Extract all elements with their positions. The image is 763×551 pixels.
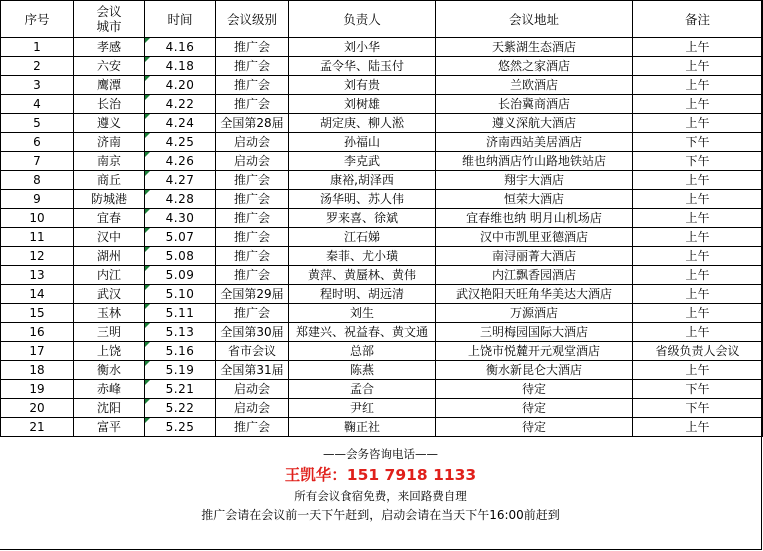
- cell-remark: 省级负责人会议: [633, 342, 763, 361]
- cell-remark: 上午: [633, 95, 763, 114]
- footer: [0, 437, 761, 528]
- cell-no: 1: [1, 38, 74, 57]
- cell-remark: 下午: [633, 380, 763, 399]
- cell-level: 全国第30届: [216, 323, 289, 342]
- cell-level: 启动会: [216, 133, 289, 152]
- cell-address: 上饶市悦麓开元观堂酒店: [436, 342, 633, 361]
- cell-time: 4.26: [145, 152, 216, 171]
- cell-level: 全国第31届: [216, 361, 289, 380]
- cell-remark: 上午: [633, 76, 763, 95]
- cell-remark: 上午: [633, 323, 763, 342]
- table-row: [1, 418, 763, 437]
- table-row: [1, 133, 763, 152]
- cell-city: 商丘: [74, 171, 145, 190]
- cell-city: 富平: [74, 418, 145, 437]
- cell-city: 赤峰: [74, 380, 145, 399]
- cell-remark: 下午: [633, 152, 763, 171]
- cell-person: 李克武: [289, 152, 436, 171]
- cell-no: 14: [1, 285, 74, 304]
- cell-no: 2: [1, 57, 74, 76]
- cell-person: 尹红: [289, 399, 436, 418]
- cell-level: 推广会: [216, 266, 289, 285]
- cell-person: 孟合: [289, 380, 436, 399]
- table-row: [1, 304, 763, 323]
- table-row: [1, 152, 763, 171]
- cell-person: 孙福山: [289, 133, 436, 152]
- cell-time: 5.07: [145, 228, 216, 247]
- cell-address: 待定: [436, 380, 633, 399]
- cell-city: 南京: [74, 152, 145, 171]
- cell-remark: 上午: [633, 38, 763, 57]
- cell-level: 推广会: [216, 247, 289, 266]
- cell-address: 维也纳酒店竹山路地铁站店: [436, 152, 633, 171]
- cell-remark: 上午: [633, 228, 763, 247]
- cell-city: 防城港: [74, 190, 145, 209]
- cell-no: 5: [1, 114, 74, 133]
- cell-no: 11: [1, 228, 74, 247]
- header-time: 时间: [145, 1, 216, 38]
- cell-address: 三明梅园国际大酒店: [436, 323, 633, 342]
- header-address: 会议地址: [436, 1, 633, 38]
- table-row: [1, 57, 763, 76]
- cell-address: 翔宇大酒店: [436, 171, 633, 190]
- cell-person: 总部: [289, 342, 436, 361]
- cell-address: 内江飘香园酒店: [436, 266, 633, 285]
- cell-person: 江石娣: [289, 228, 436, 247]
- cell-address: 宜春维也纳 明月山机场店: [436, 209, 633, 228]
- cell-city: 遵义: [74, 114, 145, 133]
- table-row: [1, 285, 763, 304]
- cell-person: 刘生: [289, 304, 436, 323]
- cell-no: 10: [1, 209, 74, 228]
- cell-city: 宜春: [74, 209, 145, 228]
- table-row: [1, 266, 763, 285]
- table-row: [1, 342, 763, 361]
- cell-address: 遵义深航大酒店: [436, 114, 633, 133]
- cell-person: 郑建兴、祝益春、黄文通: [289, 323, 436, 342]
- table-row: [1, 380, 763, 399]
- cell-level: 推广会: [216, 304, 289, 323]
- table-row: [1, 38, 763, 57]
- cell-address: 兰欧酒店: [436, 76, 633, 95]
- cell-remark: 上午: [633, 209, 763, 228]
- cell-time: 5.09: [145, 266, 216, 285]
- cell-no: 6: [1, 133, 74, 152]
- cell-remark: 上午: [633, 418, 763, 437]
- cell-person: 鞠正社: [289, 418, 436, 437]
- cell-remark: 上午: [633, 114, 763, 133]
- cell-remark: 上午: [633, 361, 763, 380]
- cell-time: 4.22: [145, 95, 216, 114]
- cell-time: 5.08: [145, 247, 216, 266]
- meal-note: 所有会议食宿免费，来回路费自理: [294, 489, 467, 503]
- cell-time: 5.13: [145, 323, 216, 342]
- cell-level: 全国第28届: [216, 114, 289, 133]
- cell-city: 武汉: [74, 285, 145, 304]
- cell-no: 3: [1, 76, 74, 95]
- cell-time: 5.19: [145, 361, 216, 380]
- cell-remark: 下午: [633, 399, 763, 418]
- cell-no: 12: [1, 247, 74, 266]
- cell-no: 13: [1, 266, 74, 285]
- cell-level: 推广会: [216, 76, 289, 95]
- cell-address: 万源酒店: [436, 304, 633, 323]
- cell-person: 康裕,胡泽西: [289, 171, 436, 190]
- cell-remark: 上午: [633, 57, 763, 76]
- cell-level: 推广会: [216, 38, 289, 57]
- cell-remark: 上午: [633, 266, 763, 285]
- header-person: 负责人: [289, 1, 436, 38]
- cell-no: 17: [1, 342, 74, 361]
- cell-person: 刘小华: [289, 38, 436, 57]
- header-city: 会议城市: [74, 1, 145, 38]
- cell-no: 8: [1, 171, 74, 190]
- cell-time: 4.16: [145, 38, 216, 57]
- table-row: [1, 76, 763, 95]
- cell-city: 三明: [74, 323, 145, 342]
- cell-level: 全国第29届: [216, 285, 289, 304]
- cell-level: 推广会: [216, 209, 289, 228]
- cell-level: 推广会: [216, 418, 289, 437]
- table-row: [1, 114, 763, 133]
- table-row: [1, 399, 763, 418]
- cell-no: 9: [1, 190, 74, 209]
- cell-level: 推广会: [216, 190, 289, 209]
- cell-address: 待定: [436, 418, 633, 437]
- cell-no: 4: [1, 95, 74, 114]
- cell-person: 程时明、胡远清: [289, 285, 436, 304]
- cell-person: 孟令华、陆玉付: [289, 57, 436, 76]
- cell-person: 秦菲、尤小璜: [289, 247, 436, 266]
- cell-remark: 上午: [633, 247, 763, 266]
- cell-address: 待定: [436, 399, 633, 418]
- header-remark: 备注: [633, 1, 763, 38]
- cell-time: 5.11: [145, 304, 216, 323]
- cell-person: 汤华明、苏人伟: [289, 190, 436, 209]
- cell-time: 4.20: [145, 76, 216, 95]
- table-row: [1, 247, 763, 266]
- cell-address: 悠然之家酒店: [436, 57, 633, 76]
- cell-person: 刘树雄: [289, 95, 436, 114]
- cell-person: 罗来喜、徐斌: [289, 209, 436, 228]
- cell-city: 六安: [74, 57, 145, 76]
- cell-no: 15: [1, 304, 74, 323]
- cell-no: 7: [1, 152, 74, 171]
- cell-person: 黄萍、黄蜃林、黄伟: [289, 266, 436, 285]
- cell-level: 推广会: [216, 171, 289, 190]
- cell-level: 省市会议: [216, 342, 289, 361]
- consult-title: ——会务咨询电话——: [323, 447, 438, 461]
- cell-address: 长治冀商酒店: [436, 95, 633, 114]
- cell-remark: 上午: [633, 304, 763, 323]
- cell-no: 16: [1, 323, 74, 342]
- cell-time: 5.16: [145, 342, 216, 361]
- cell-time: 4.27: [145, 171, 216, 190]
- cell-no: 20: [1, 399, 74, 418]
- cell-time: 4.28: [145, 190, 216, 209]
- cell-time: 4.18: [145, 57, 216, 76]
- cell-time: 5.22: [145, 399, 216, 418]
- table-row: [1, 361, 763, 380]
- cell-remark: 上午: [633, 190, 763, 209]
- table-row: [1, 209, 763, 228]
- cell-city: 衡水: [74, 361, 145, 380]
- cell-level: 推广会: [216, 228, 289, 247]
- cell-person: 胡定庚、柳人淞: [289, 114, 436, 133]
- cell-remark: 下午: [633, 133, 763, 152]
- cell-person: 刘有贵: [289, 76, 436, 95]
- cell-address: 南浔丽菁大酒店: [436, 247, 633, 266]
- cell-level: 启动会: [216, 399, 289, 418]
- cell-address: 恒荣大酒店: [436, 190, 633, 209]
- cell-no: 19: [1, 380, 74, 399]
- cell-address: 衡水新昆仑大酒店: [436, 361, 633, 380]
- consult-phone: 王凯华：151 7918 1133: [284, 466, 477, 484]
- cell-time: 4.24: [145, 114, 216, 133]
- table-row: [1, 190, 763, 209]
- cell-time: 5.10: [145, 285, 216, 304]
- cell-time: 4.30: [145, 209, 216, 228]
- cell-city: 鹰潭: [74, 76, 145, 95]
- cell-city: 长治: [74, 95, 145, 114]
- cell-level: 启动会: [216, 152, 289, 171]
- header-row: [1, 1, 763, 38]
- cell-time: 5.25: [145, 418, 216, 437]
- cell-city: 孝感: [74, 38, 145, 57]
- cell-no: 18: [1, 361, 74, 380]
- cell-city: 玉林: [74, 304, 145, 323]
- table-row: [1, 228, 763, 247]
- cell-remark: 上午: [633, 285, 763, 304]
- cell-person: 陈燕: [289, 361, 436, 380]
- cell-city: 沈阳: [74, 399, 145, 418]
- cell-level: 推广会: [216, 95, 289, 114]
- cell-remark: 上午: [633, 171, 763, 190]
- cell-city: 内江: [74, 266, 145, 285]
- cell-time: 4.25: [145, 133, 216, 152]
- table-row: [1, 95, 763, 114]
- cell-city: 汉中: [74, 228, 145, 247]
- cell-level: 启动会: [216, 380, 289, 399]
- cell-time: 5.21: [145, 380, 216, 399]
- cell-level: 推广会: [216, 57, 289, 76]
- cell-address: 济南西站美居酒店: [436, 133, 633, 152]
- cell-address: 汉中市凯里亚德酒店: [436, 228, 633, 247]
- cell-address: 天紫湖生态酒店: [436, 38, 633, 57]
- cell-no: 21: [1, 418, 74, 437]
- table-row: [1, 323, 763, 342]
- header-no: 序号: [1, 1, 74, 38]
- cell-city: 上饶: [74, 342, 145, 361]
- header-level: 会议级别: [216, 1, 289, 38]
- table-row: [1, 171, 763, 190]
- arrival-note: 推广会请在会议前一天下午赶到，启动会请在当天下午16:00前赶到: [201, 508, 560, 522]
- cell-city: 济南: [74, 133, 145, 152]
- cell-city: 湖州: [74, 247, 145, 266]
- cell-address: 武汉艳阳天旺角华美达大酒店: [436, 285, 633, 304]
